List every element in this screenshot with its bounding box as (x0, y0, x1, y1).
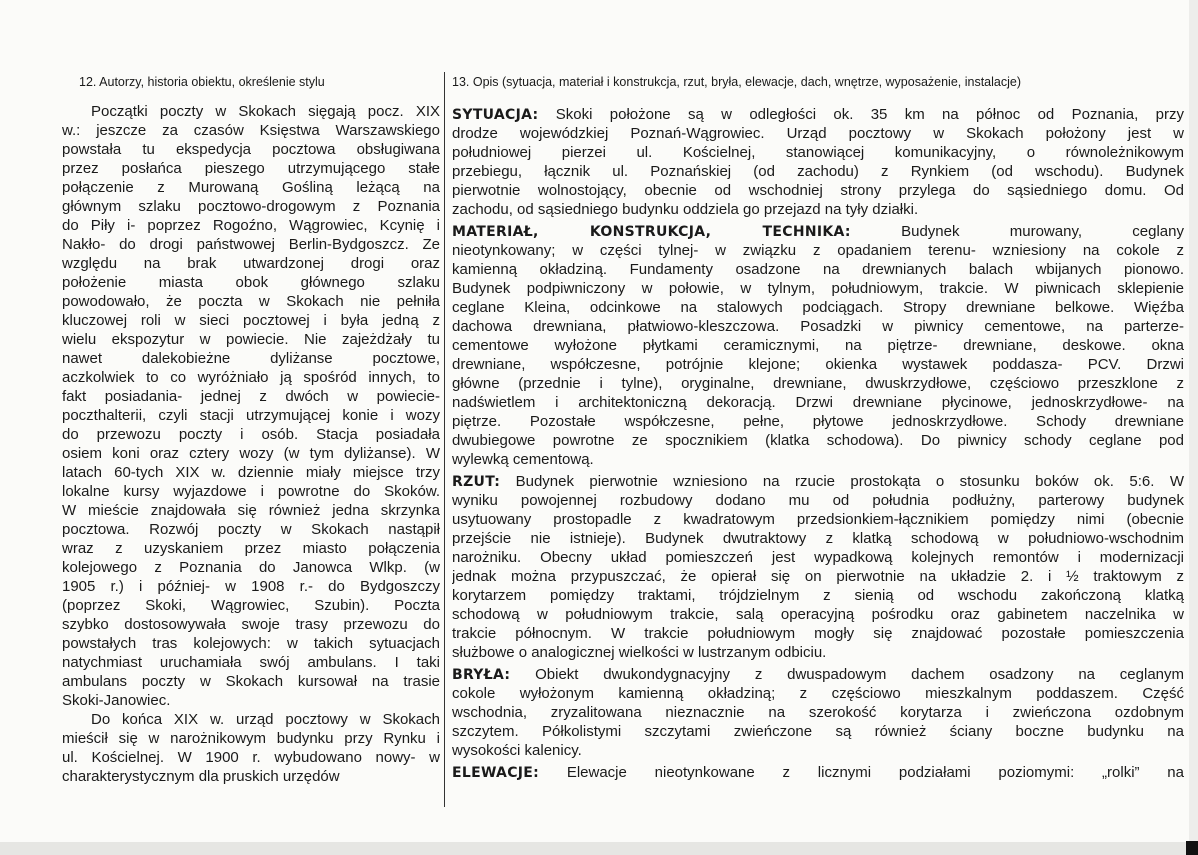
text-line: latach 60-tych XIX w. dziennie miały miejsce trzy (62, 464, 440, 481)
text-line (452, 431, 1184, 450)
text-line: natychmiast uruchamiała swój ambulans. I taki (62, 654, 440, 671)
text-line: Do końca XIX w. urząd pocztowy w Skokach (91, 711, 440, 728)
text-line: mieścił się w narożnikowym budynku przy Rynku i (62, 730, 440, 747)
text-segment: południowej pierzei ul. Kościelnej, stanowiącej komunikacyjny, o równoleżnikowym (452, 144, 1184, 161)
text-line (452, 567, 1184, 586)
section-heading: RZUT: (452, 474, 501, 490)
text-line: szybko dostosowywała swoje trasy przewozu do (62, 616, 440, 633)
section-start-line (452, 472, 1184, 491)
text-segment: piętrze. Pozostałe współczesne, pełne, płytowe jednoskrzydłowe. Schody drewniane (452, 413, 1184, 430)
text-segment: dachowa drewniana, płatwiowo-kleszczowa. Posadzki w piwnicy cementowe, na parterze- (452, 318, 1184, 335)
text-line: powstała tu ekspedycja pocztowa obsługiwana (62, 141, 440, 158)
text-line (452, 529, 1184, 548)
text-segment: korytarzem pomiędzy traktami, trójdzielnym z sienią od wschodu zakończoną klatką (452, 587, 1184, 604)
text-line: osiem koni oraz cztery wozy (w tym dyliżanse). W (62, 445, 440, 462)
text-line: położenie miasta obok głównego szlaku (62, 274, 440, 291)
text-segment: Elewacje nieotynkowane z licznymi podziałami poziomymi: „rolki” na (539, 764, 1184, 781)
text-line: pocztowa. Rozwój poczty w Skokach nastąpił (62, 521, 440, 538)
text-segment: narożniku. Obecny układ pomieszczeń jest wypadkową kolejnych remontów i modernizacji (452, 549, 1184, 566)
text-segment: nadświetlem i architektoniczną dekoracją. Drzwi drewniane płycinowe, jednoskrzydłowe- na (452, 394, 1184, 411)
text-segment: Budynek murowany, ceglany (850, 223, 1184, 240)
text-line (452, 374, 1184, 393)
text-line (452, 450, 1184, 469)
text-line: głównym szlaku pocztowo-drogowym z Poznania (62, 198, 440, 215)
text-line (452, 510, 1184, 529)
right-column-header: 13. Opis (sytuacja, materiał i konstrukcja, rzut, bryła, elewacje, dach, wnętrze, wyposażenie, instalacje) (452, 75, 1021, 89)
text-segment: usytuowany prostopadle z kwadratowym przedsionkiem-łącznikiem pomiędzy nimi (obecnie (452, 511, 1184, 528)
text-line: lokalne kursy wyjazdowe i powrotne do Skoków. (62, 483, 440, 500)
text-segment: Budynek pierwotnie wzniesiono na rzucie prostokąta o stosunku boków ok. 5:6. W (500, 473, 1184, 490)
text-line (452, 124, 1184, 143)
text-line: fakt posiadania- jednej z dwóch w powiecie- (62, 388, 440, 405)
text-line: (poprzez Skoki, Wągrowiec, Szubin). Poczta (62, 597, 440, 614)
text-line (452, 605, 1184, 624)
text-segment: wysokości kalenicy. (452, 742, 582, 759)
text-segment: Obiekt dwukondygnacyjny z dwuspadowym dachem osadzony na ceglanym (510, 666, 1184, 683)
section-start-line (452, 763, 1184, 782)
text-segment: schodową w południowym trakcie, salą operacyjną pośrodku oraz gabinetem naczelnika w (452, 606, 1184, 623)
text-line: wraz z uzyskaniem przez miasto połączenia (62, 540, 440, 557)
text-segment: jednak można przypuszczać, że opierał się on pierwotnie na układzie 2. i ½ traktowym z (452, 568, 1184, 585)
left-column-header: 12. Autorzy, historia obiektu, określenie stylu (79, 75, 325, 89)
text-line: nawet dalekobieżne dyliżanse pocztowe, (62, 350, 440, 367)
text-segment: trakcie północnym. W trakcie południowym mogły się znajdować pozostałe pomieszczenia (452, 625, 1184, 642)
section-start-line (452, 105, 1184, 124)
scan-edge-bottom (0, 842, 1198, 855)
text-line (452, 279, 1184, 298)
text-line (452, 624, 1184, 643)
text-line (452, 703, 1184, 722)
text-line (452, 241, 1184, 260)
text-segment: kamienną okładziną. Fundamenty osadzone na drewnianych balach wbijanych pionowo. (452, 261, 1184, 278)
text-line (452, 260, 1184, 279)
text-line: aczkolwiek to co wyróżniało ją spośród innych, to (62, 369, 440, 386)
text-segment: Budynek podpiwniczony w połowie, w tylnym, południowym, trakcie. W piwnicach sklepienie (452, 280, 1184, 297)
text-line (452, 548, 1184, 567)
text-segment: główne (przednie i tylne), oryginalne, drewniane, dwuskrzydłowe, częściowo przeszklone z (452, 375, 1184, 392)
text-segment: dwubiegowe powrotne ze spocznikiem (klatka schodowa). Do piwnicy schody ceglane pod (452, 432, 1184, 449)
text-segment: wschodnia, zryzalitowana nieznacznie na szerokość korytarza i zwieńczona ozdobnym (452, 704, 1184, 721)
text-line (452, 298, 1184, 317)
text-line (452, 162, 1184, 181)
text-line (452, 200, 1184, 219)
text-line: poczthalterii, czyli stacji utrzymującej konie i wozy (62, 407, 440, 424)
text-segment: Skoki położone są w odległości ok. 35 km na północ od Poznania, przy (538, 106, 1184, 123)
description-text-column (452, 105, 1184, 782)
text-line: ambulans poczty w Skokach kursował na trasie (62, 673, 440, 690)
text-segment: szczytem. Półkolistymi szczytami zwieńczone są również ściany boczne budynku na (452, 723, 1184, 740)
section-heading: BRYŁA: (452, 667, 511, 683)
scan-corner-mark (1186, 841, 1198, 855)
text-line (452, 412, 1184, 431)
section-heading: MATERIAŁ, KONSTRUKCJA, TECHNIKA: (452, 224, 851, 240)
text-line: powodowało, że poczta w Skokach nie pełniła (62, 293, 440, 310)
text-segment: wylewką cementową. (452, 451, 594, 468)
text-line: Skoki-Janowiec. (62, 692, 171, 709)
text-segment: pierwotnie wolnostojący, obecnie od wschodniej strony przylega do sąsiedniego domu. Od (452, 182, 1184, 199)
scan-edge-right (1189, 0, 1198, 855)
text-line (452, 491, 1184, 510)
text-segment: cokole wyłożonym kamienną okładziną; z częściowo mieszkalnym poddaszem. Część (452, 685, 1184, 702)
text-line: kolejowego z Poznania do Janowca Wlkp. (w (62, 559, 440, 576)
text-segment: wyniku powojennej rozbudowy dodano mu od południa podłużny, parterowy budynek (452, 492, 1184, 509)
text-line: połączenie z Murowaną Gośliną leżącą na (62, 179, 440, 196)
text-line (452, 355, 1184, 374)
text-line: ul. Kościelnej. W 1900 r. wybudowano nowy- w (62, 749, 440, 766)
text-line: do przewozu poczty i osób. Stacja posiadała (62, 426, 440, 443)
section-heading: ELEWACJE: (452, 765, 540, 781)
text-segment: drodze wojewódzkiej Poznań-Wągrowiec. Urząd pocztowy w Skokach położony jest w (452, 125, 1184, 142)
text-segment: cementowe wyłożone płytkami ceramicznymi, na piętrze- drewniane, deskowe. okna (452, 337, 1184, 354)
text-line (452, 181, 1184, 200)
text-line: W mieście znajdowała się również jedna skrzynka (62, 502, 440, 519)
text-line: Początki poczty w Skokach sięgają pocz. XIX (91, 103, 440, 120)
text-line (452, 393, 1184, 412)
column-divider (444, 72, 445, 807)
history-text-column (62, 102, 440, 786)
text-line: w.: jeszcze za czasów Księstwa Warszawskiego (62, 122, 440, 139)
text-segment: służbowe o analogicznej wielkości w lustrzanym odbiciu. (452, 644, 827, 661)
text-line: powstałych tras kolejowych: w takich sytuacjach (62, 635, 440, 652)
text-segment: drewniane, współczesne, potrójnie klejone; okienka wystawek poddasza- PCV. Drzwi (452, 356, 1184, 373)
section-start-line (452, 665, 1184, 684)
text-segment: nieotynkowany; w części tylnej- w związku z opadaniem terenu- wzniesiony na cokole z (452, 242, 1184, 259)
text-line: do Piły i- poprzez Rogoźno, Wągrowiec, Kcynię i (62, 217, 440, 234)
text-line (452, 143, 1184, 162)
text-line: 1905 r.) i później- w 1908 r.- do Bydgoszczy (62, 578, 440, 595)
text-line (452, 336, 1184, 355)
text-line: przez posłańca pieszego utrzymującego stałe (62, 160, 440, 177)
text-segment: przejście nie istnieje). Budynek dwutraktowy z klatką schodową w południowo-wschodnim (452, 530, 1184, 547)
text-segment: przebiegu, łącznik ul. Poznańskiej (od zachodu) z Rynkiem (od wschodu). Budynek (452, 163, 1184, 180)
text-line (452, 317, 1184, 336)
text-segment: ceglane Kleina, odcinkowe na stalowych podciągach. Stropy drewniane belkowe. Więźba (452, 299, 1184, 316)
section-start-line (452, 222, 1184, 241)
text-line: charakterystycznym dla pruskich urzędów (62, 768, 340, 785)
text-line (452, 586, 1184, 605)
text-line: Nakło- do drogi państwowej Berlin-Bydgoszcz. Ze (62, 236, 440, 253)
text-segment: zachodu, od sąsiedniego budynku oddziela go przejazd na tyły działki. (452, 201, 919, 218)
section-heading: SYTUACJA: (452, 107, 539, 123)
text-line: kluczowej roli w sieci pocztowej i była jedną z (62, 312, 440, 329)
text-line (452, 643, 1184, 662)
text-line: wielu ekspozytur w powiecie. Nie zajeżdżały tu (62, 331, 440, 348)
text-line: względu na brak utwardzonej drogi oraz (62, 255, 440, 272)
text-line (452, 684, 1184, 703)
text-line (452, 741, 1184, 760)
text-line (452, 722, 1184, 741)
